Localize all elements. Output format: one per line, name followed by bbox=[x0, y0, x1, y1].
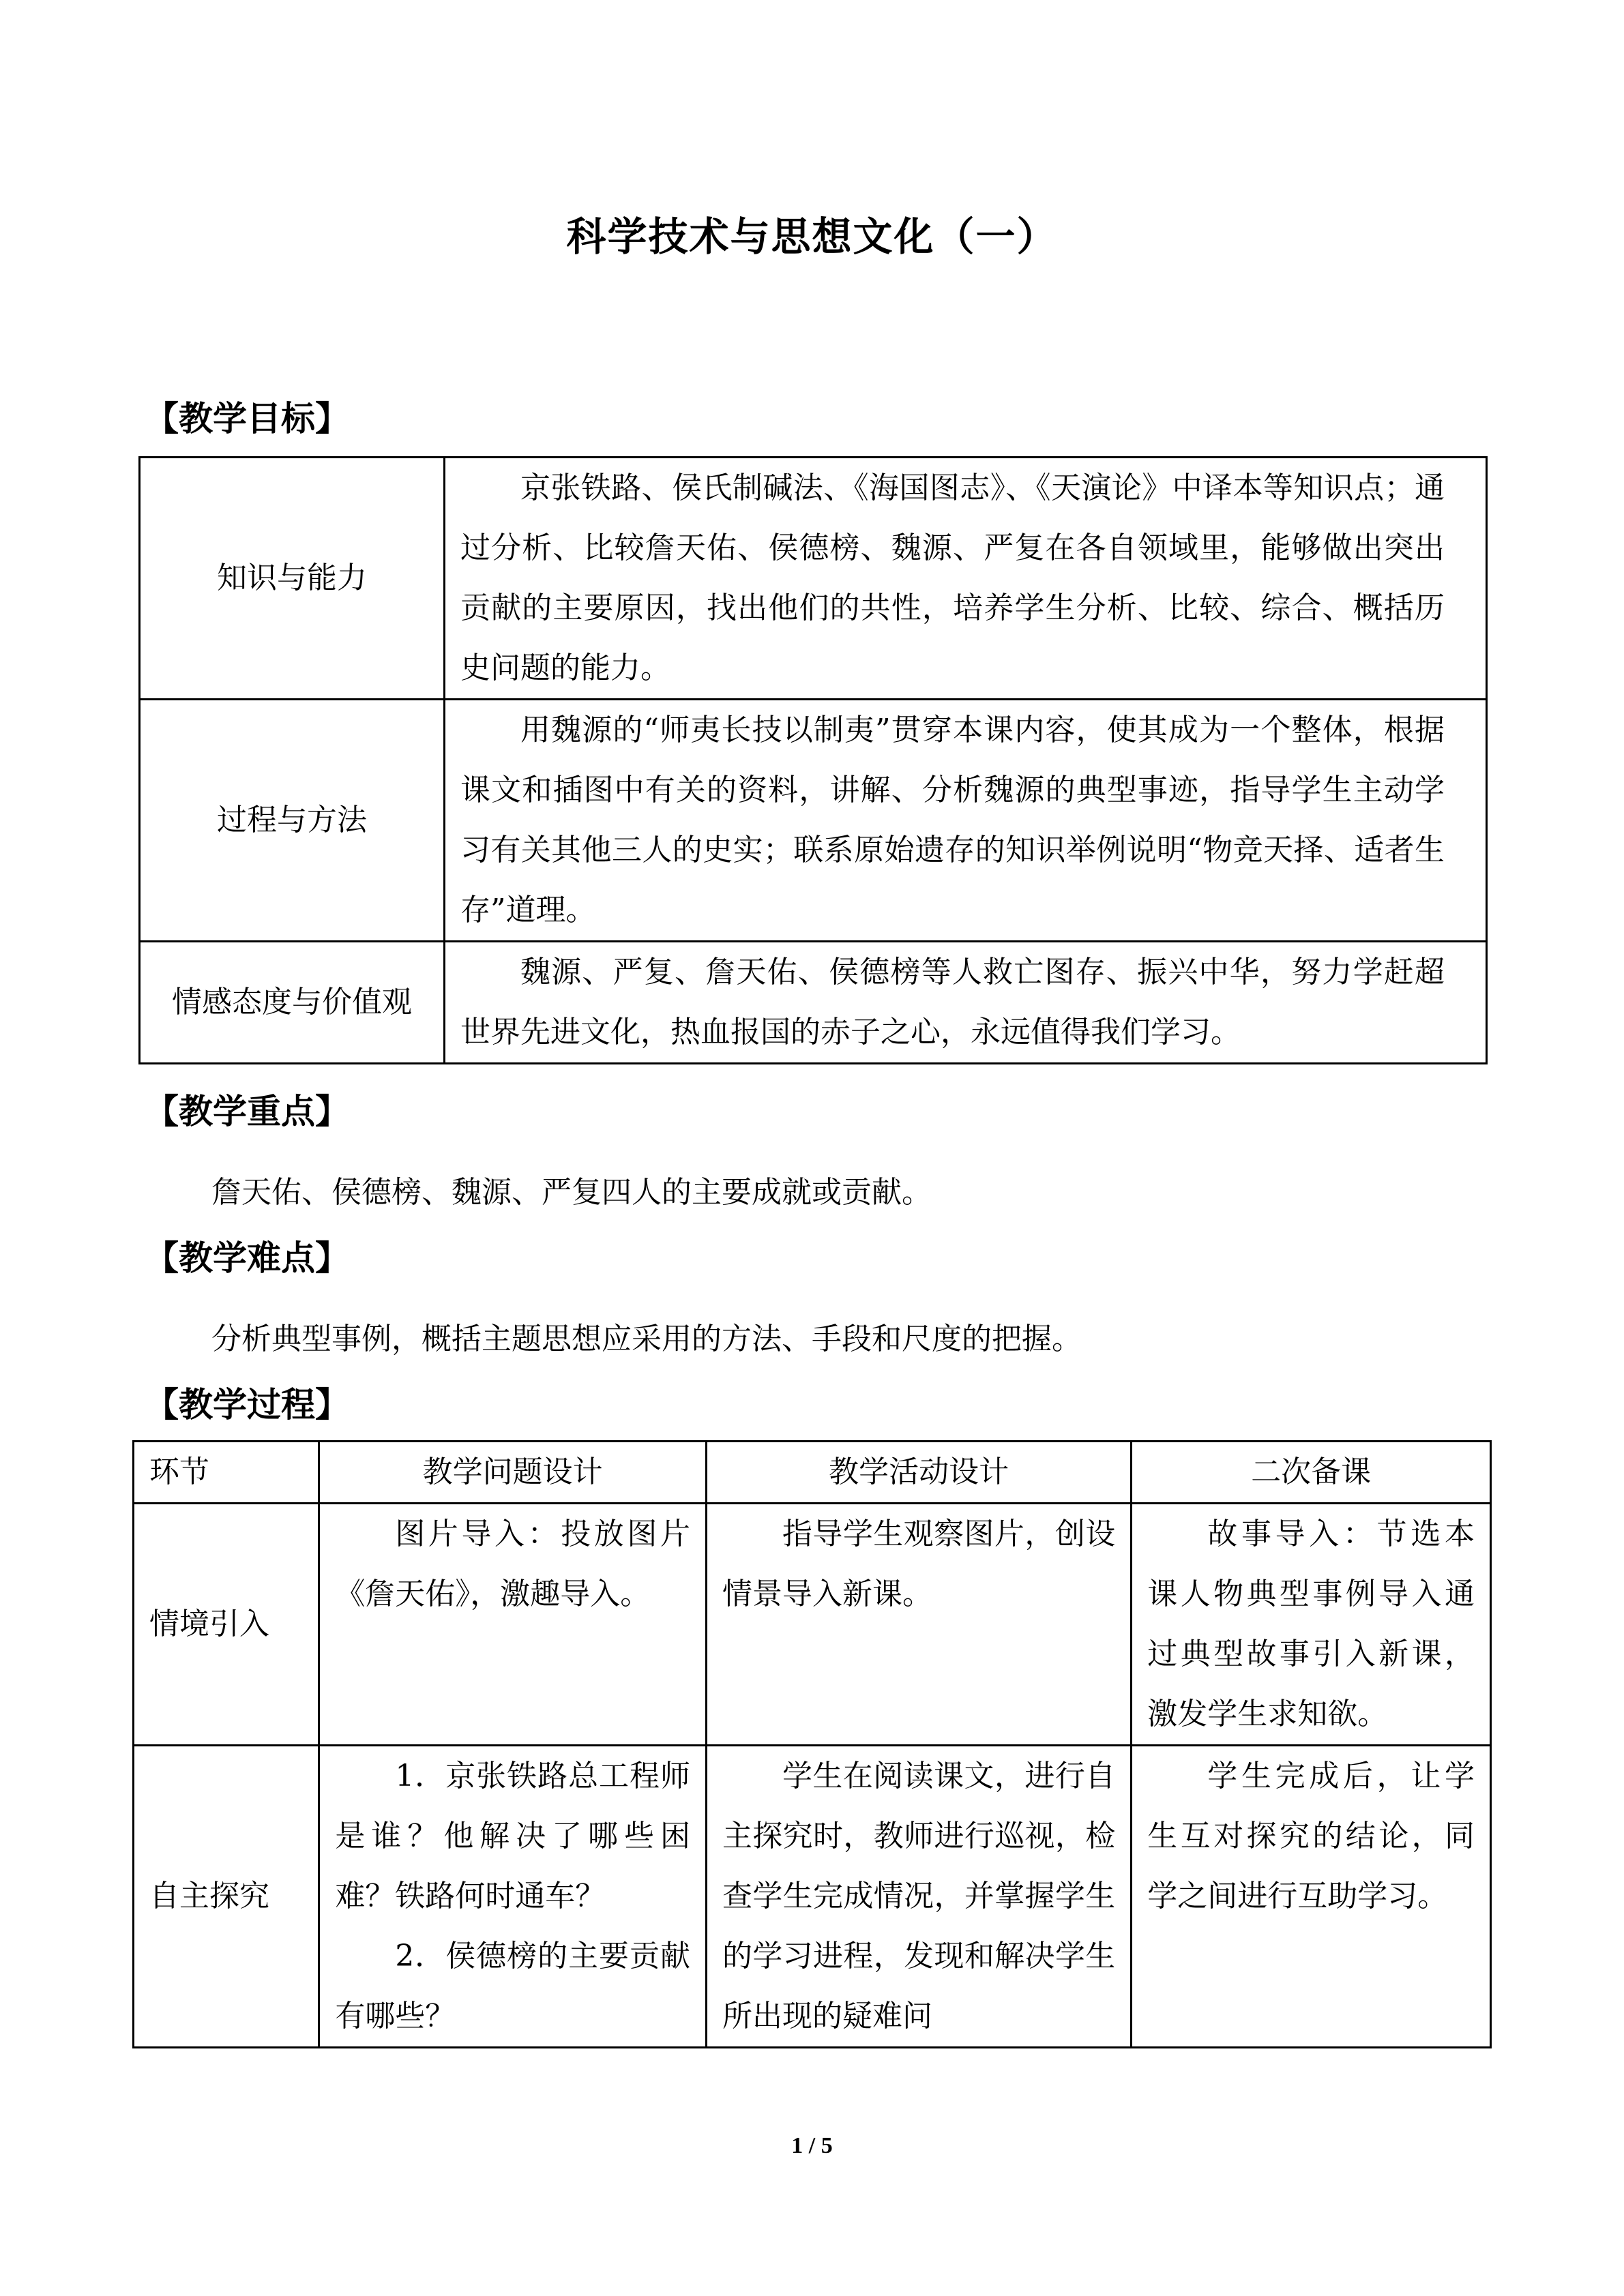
process-heading: 【教学过程】 bbox=[145, 1385, 349, 1425]
question-cell bbox=[319, 1746, 707, 2048]
table-header-row bbox=[134, 1442, 1491, 1504]
question-cell: 图片导入：投放图片《詹天佑》，激趣导入。 bbox=[319, 1504, 707, 1746]
table-row bbox=[140, 700, 1487, 942]
activity-cell: 指导学生观察图片，创设情景导入新课。 bbox=[706, 1504, 1131, 1746]
key-points-text: 詹天佑、侯德榜、魏源、严复四人的主要成就或贡献。 bbox=[211, 1175, 932, 1210]
objective-category: 情感态度与价值观 bbox=[140, 942, 445, 1064]
objectives-table bbox=[138, 456, 1488, 1064]
objective-description: 魏源、严复、詹天佑、侯德榜等人救亡图存、振兴中华，努力学赶超世界先进文化，热血报国的赤子之心，永远值得我们学习。 bbox=[445, 942, 1487, 1064]
table-row bbox=[134, 1504, 1491, 1746]
table-row bbox=[140, 942, 1487, 1064]
column-header-notes: 二次备课 bbox=[1132, 1442, 1491, 1504]
stage-cell: 自主探究 bbox=[134, 1746, 319, 2048]
notes-cell: 学生完成后，让学生互对探究的结论，同学之间进行互助学习。 bbox=[1132, 1746, 1491, 2048]
question-item: 1．京张铁路总工程师是谁？他解决了哪些困难？铁路何时通车？ bbox=[335, 1759, 690, 1913]
column-header-stage: 环节 bbox=[134, 1442, 319, 1504]
difficulties-heading: 【教学难点】 bbox=[145, 1238, 349, 1278]
objectives-heading: 【教学目标】 bbox=[145, 399, 349, 438]
difficulties-text: 分析典型事例，概括主题思想应采用的方法、手段和尺度的把握。 bbox=[211, 1322, 1082, 1356]
objective-category: 知识与能力 bbox=[140, 458, 445, 700]
process-table bbox=[132, 1440, 1492, 2048]
page-title: 科学技术与思想文化（一） bbox=[566, 213, 1058, 260]
table-row bbox=[134, 1746, 1491, 2048]
column-header-activity: 教学活动设计 bbox=[706, 1442, 1131, 1504]
table-row bbox=[140, 458, 1487, 700]
objective-description: 用魏源的“师夷长技以制夷”贯穿本课内容，使其成为一个整体，根据课文和插图中有关的资料，讲解、分析魏源的典型事迹，指导学生主动学习有关其他三人的史实；联系原始遗存的知识举例说明“物竞天择、适者生存”道理。 bbox=[445, 700, 1487, 942]
key-points-heading: 【教学重点】 bbox=[145, 1092, 349, 1131]
question-item: 2．侯德榜的主要贡献有哪些？ bbox=[335, 1939, 690, 2033]
notes-cell: 故事导入：节选本课人物典型事例导入通过典型故事引入新课，激发学生求知欲。 bbox=[1132, 1504, 1491, 1746]
objective-description: 京张铁路、侯氏制碱法、《海国图志》、《天演论》中译本等知识点；通过分析、比较詹天佑、侯德榜、魏源、严复在各自领域里，能够做出突出贡献的主要原因，找出他们的共性，培养学生分析、比较、综合、概括历史问题的能力。 bbox=[445, 458, 1487, 700]
activity-cell: 学生在阅读课文，进行自主探究时，教师进行巡视，检查学生完成情况，并掌握学生的学习进程，发现和解决学生所出现的疑难问 bbox=[706, 1746, 1131, 2048]
stage-cell: 情境引入 bbox=[134, 1504, 319, 1746]
column-header-question: 教学问题设计 bbox=[319, 1442, 707, 1504]
page-number: 1 / 5 bbox=[791, 2133, 833, 2158]
objective-category: 过程与方法 bbox=[140, 700, 445, 942]
